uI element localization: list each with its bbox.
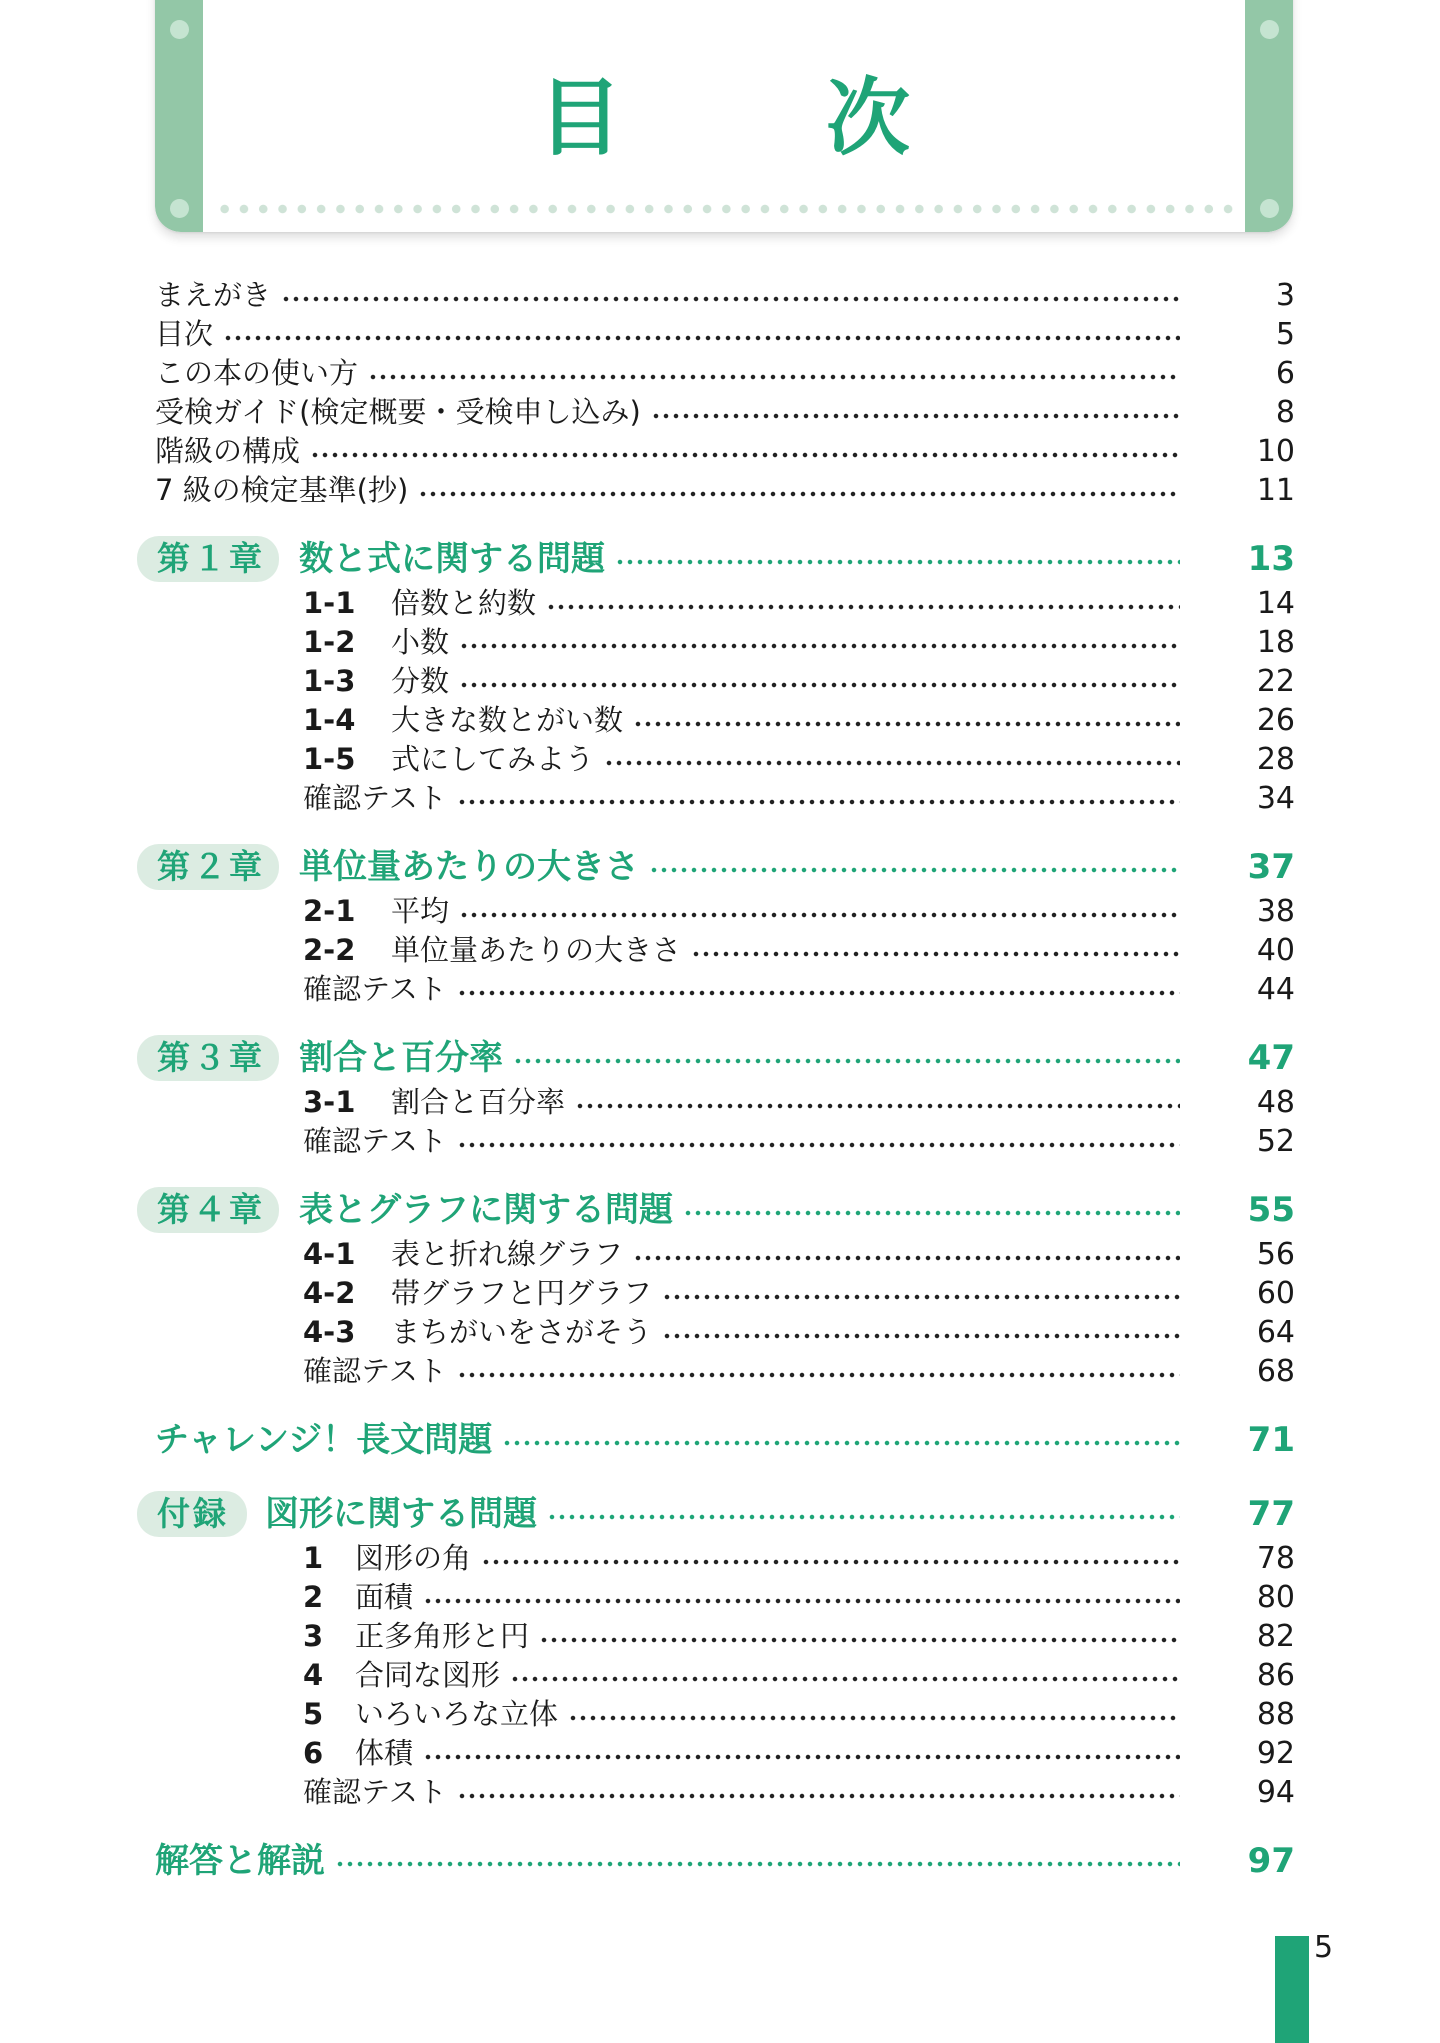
dot-leader (539, 1637, 1180, 1643)
entry-label: まえがき (155, 278, 272, 312)
toc-review-test-2[interactable] (155, 970, 1295, 1009)
toc-entry-maegaki[interactable] (155, 276, 1295, 315)
chapter-page: 37 (1247, 846, 1295, 887)
chapter-page: 13 (1247, 538, 1295, 579)
appendix-title: 図形に関する問題 (265, 1494, 537, 1534)
dot-leader (335, 1861, 1180, 1867)
toc-appendix-6[interactable] (155, 1734, 1295, 1773)
toc-section-1-2[interactable] (155, 623, 1295, 662)
section-page: 86 (1256, 1658, 1295, 1693)
section-page: 28 (1256, 742, 1295, 777)
entry-page: 3 (1275, 278, 1295, 313)
section-page: 68 (1256, 1354, 1295, 1389)
section-title: 面積 (355, 1580, 414, 1614)
chapter-title: 表とグラフに関する問題 (299, 1190, 673, 1230)
toc-review-test-4[interactable] (155, 1352, 1295, 1391)
section-title: 表と折れ線グラフ (391, 1237, 624, 1271)
dot-leader (662, 1294, 1180, 1300)
dot-leader (633, 1255, 1180, 1261)
chapter-page: 55 (1247, 1189, 1295, 1230)
dot-leader (457, 1372, 1180, 1378)
toc-chapter-2[interactable] (155, 842, 1295, 892)
dot-leader (649, 867, 1180, 873)
table-of-contents (155, 276, 1295, 1886)
dot-leader (423, 1754, 1180, 1760)
section-page: 78 (1256, 1541, 1295, 1576)
dot-leader (459, 912, 1180, 918)
section-title: 分数 (391, 664, 450, 698)
dot-leader (651, 413, 1180, 419)
section-title: 図形の角 (355, 1541, 472, 1575)
binder-hole-icon (170, 20, 189, 39)
section-page: 44 (1256, 972, 1295, 1007)
section-title: 確認テスト (303, 1775, 447, 1809)
challenge-page: 71 (1247, 1419, 1295, 1460)
section-number: 3-1 (303, 1085, 356, 1119)
section-number: 1-1 (303, 586, 356, 620)
toc-appendix-review-test[interactable] (155, 1773, 1295, 1812)
toc-section-1-5[interactable] (155, 740, 1295, 779)
binder-hole-icon (170, 199, 189, 218)
entry-page: 5 (1275, 317, 1295, 352)
dot-leader (459, 682, 1180, 688)
section-number: 4-3 (303, 1315, 356, 1349)
chapter-title: 数と式に関する問題 (299, 539, 605, 579)
toc-appendix-1[interactable] (155, 1539, 1295, 1578)
answers-title: 解答と解説 (155, 1840, 325, 1881)
page-edge-tab (1275, 1936, 1309, 2043)
binder-hole-icon (1260, 20, 1279, 39)
section-page: 80 (1256, 1580, 1295, 1615)
dot-leader (575, 1103, 1180, 1109)
toc-appendix-5[interactable] (155, 1695, 1295, 1734)
toc-entry-levels[interactable] (155, 432, 1295, 471)
section-number: 1 (303, 1541, 324, 1575)
dot-leader (502, 1440, 1180, 1446)
section-title: 合同な図形 (355, 1658, 501, 1692)
section-title: 確認テスト (303, 781, 447, 815)
toc-section-4-3[interactable] (155, 1313, 1295, 1352)
dot-leader (510, 1676, 1180, 1682)
section-title: 正多角形と円 (355, 1619, 530, 1653)
dotted-divider (215, 204, 1233, 214)
toc-chapter-3[interactable] (155, 1033, 1295, 1083)
toc-section-2-1[interactable] (155, 892, 1295, 931)
section-page: 40 (1256, 933, 1295, 968)
section-page: 82 (1256, 1619, 1295, 1654)
dot-leader (568, 1715, 1180, 1721)
toc-review-test-3[interactable] (155, 1122, 1295, 1161)
toc-entry-exam-guide[interactable] (155, 393, 1295, 432)
section-title: 小数 (391, 625, 450, 659)
chapter-title: 割合と百分率 (299, 1038, 503, 1078)
section-page: 18 (1256, 625, 1295, 660)
entry-label: 7 級の検定基準(抄) (155, 473, 409, 507)
toc-appendix-4[interactable] (155, 1656, 1295, 1695)
toc-section-1-3[interactable] (155, 662, 1295, 701)
section-page: 88 (1256, 1697, 1295, 1732)
entry-page: 6 (1275, 356, 1295, 391)
section-number: 5 (303, 1697, 324, 1731)
section-number: 1-3 (303, 664, 356, 698)
dot-leader (691, 951, 1180, 957)
section-title: いろいろな立体 (355, 1697, 559, 1731)
section-title: 確認テスト (303, 972, 447, 1006)
dot-leader (423, 1598, 1180, 1604)
section-title: 確認テスト (303, 1124, 447, 1158)
section-title: 割合と百分率 (391, 1085, 566, 1119)
dot-leader (513, 1058, 1180, 1064)
section-title: 平均 (391, 894, 450, 928)
section-page: 64 (1256, 1315, 1295, 1350)
section-title: 大きな数とがい数 (391, 703, 624, 737)
challenge-title: チャレンジ！長文問題 (155, 1419, 493, 1460)
dot-leader (683, 1210, 1180, 1216)
section-page: 48 (1256, 1085, 1295, 1120)
toc-answers[interactable] (155, 1836, 1295, 1886)
toc-section-3-1[interactable] (155, 1083, 1295, 1122)
chapter-page: 47 (1247, 1037, 1295, 1078)
dot-leader (418, 491, 1180, 497)
page-title: 目 次 (537, 69, 970, 167)
toc-chapter-4[interactable] (155, 1185, 1295, 1235)
appendix-badge: 付録 (137, 1491, 247, 1537)
section-number: 2-2 (303, 933, 356, 967)
chapter-title: 単位量あたりの大きさ (299, 847, 639, 887)
dot-leader (604, 760, 1180, 766)
section-title: 確認テスト (303, 1354, 447, 1388)
section-title: 帯グラフと円グラフ (391, 1276, 653, 1310)
chapter-badge: 第３章 (137, 1035, 279, 1081)
dot-leader (633, 721, 1180, 727)
toc-appendix[interactable] (155, 1489, 1295, 1539)
entry-label: 受検ガイド(検定概要・受検申し込み) (155, 395, 641, 429)
section-page: 38 (1256, 894, 1295, 929)
dot-leader (368, 374, 1180, 380)
dot-leader (615, 559, 1180, 565)
toc-section-4-1[interactable] (155, 1235, 1295, 1274)
section-page: 60 (1256, 1276, 1295, 1311)
section-number: 4-1 (303, 1237, 356, 1271)
dot-leader (310, 452, 1180, 458)
toc-section-4-2[interactable] (155, 1274, 1295, 1313)
dot-leader (223, 335, 1180, 341)
entry-page: 10 (1256, 434, 1295, 469)
chapter-badge: 第４章 (137, 1187, 279, 1233)
toc-section-1-4[interactable] (155, 701, 1295, 740)
section-page: 56 (1256, 1237, 1295, 1272)
section-number: 3 (303, 1619, 324, 1653)
dot-leader (662, 1333, 1180, 1339)
toc-challenge[interactable] (155, 1415, 1295, 1465)
section-page: 52 (1256, 1124, 1295, 1159)
section-page: 34 (1256, 781, 1295, 816)
section-title: 単位量あたりの大きさ (391, 933, 682, 967)
section-page: 14 (1256, 586, 1295, 621)
toc-section-2-2[interactable] (155, 931, 1295, 970)
section-number: 6 (303, 1736, 324, 1770)
toc-chapter-1[interactable] (155, 534, 1295, 584)
dot-leader (281, 296, 1180, 302)
entry-page: 11 (1256, 473, 1295, 508)
page-number: 5 (1314, 1930, 1334, 1965)
answers-page: 97 (1247, 1840, 1295, 1881)
section-number: 4-2 (303, 1276, 356, 1310)
toc-entry-how-to-use[interactable] (155, 354, 1295, 393)
section-number: 1-2 (303, 625, 356, 659)
entry-label: 目次 (155, 317, 214, 351)
dot-leader (457, 1793, 1180, 1799)
appendix-page: 77 (1247, 1493, 1295, 1534)
section-page: 22 (1256, 664, 1295, 699)
section-title: 式にしてみよう (391, 742, 595, 776)
chapter-badge: 第１章 (137, 536, 279, 582)
title-banner (155, 0, 1293, 232)
section-number: 1-5 (303, 742, 356, 776)
entry-label: この本の使い方 (155, 356, 359, 390)
dot-leader (457, 799, 1180, 805)
dot-leader (481, 1559, 1180, 1565)
section-page: 26 (1256, 703, 1295, 738)
section-number: 4 (303, 1658, 324, 1692)
dot-leader (457, 990, 1180, 996)
chapter-badge: 第２章 (137, 844, 279, 890)
entry-page: 8 (1275, 395, 1295, 430)
toc-section-1-1[interactable] (155, 584, 1295, 623)
dot-leader (546, 604, 1180, 610)
section-title: まちがいをさがそう (391, 1315, 653, 1349)
dot-leader (457, 1142, 1180, 1148)
toc-appendix-3[interactable] (155, 1617, 1295, 1656)
section-number: 2 (303, 1580, 324, 1614)
toc-review-test-1[interactable] (155, 779, 1295, 818)
section-number: 1-4 (303, 703, 356, 737)
dot-leader (547, 1514, 1180, 1520)
section-title: 倍数と約数 (391, 586, 537, 620)
toc-appendix-2[interactable] (155, 1578, 1295, 1617)
entry-label: 階級の構成 (155, 434, 301, 468)
section-title: 体積 (355, 1736, 414, 1770)
dot-leader (459, 643, 1180, 649)
toc-entry-criteria[interactable] (155, 471, 1295, 510)
toc-entry-mokuji[interactable] (155, 315, 1295, 354)
binder-hole-icon (1260, 199, 1279, 218)
section-number: 2-1 (303, 894, 356, 928)
section-page: 94 (1256, 1775, 1295, 1810)
section-page: 92 (1256, 1736, 1295, 1771)
